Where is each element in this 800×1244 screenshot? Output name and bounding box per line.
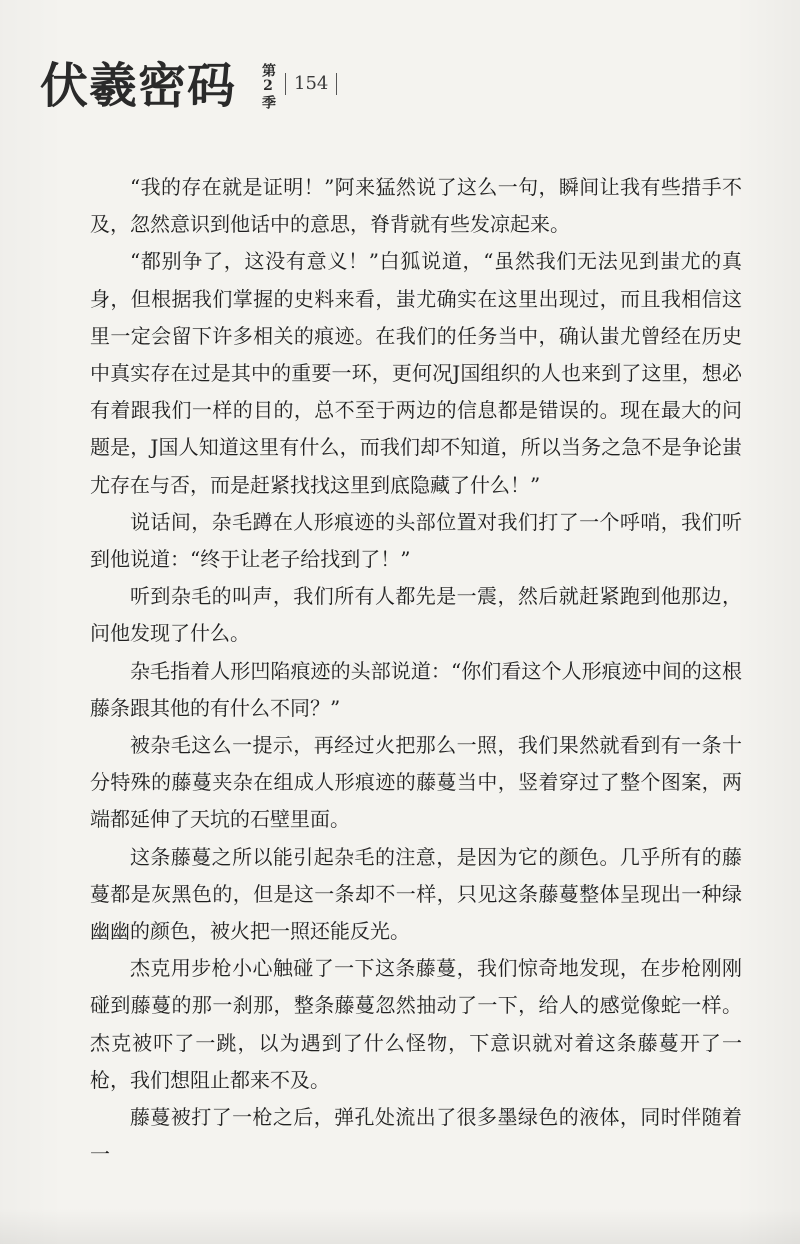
page-number-marker — [285, 73, 337, 95]
book-title: 伏羲密码 — [40, 58, 237, 114]
paragraph: 被杂毛这么一提示，再经过火把那么一照，我们果然就看到有一条十分特殊的藤蔓夹杂在组成人形痕迹的藤蔓当中，竖着穿过了整个图案，两端都延伸了天坑的石壁里面。 — [90, 733, 742, 832]
page-number-left-rule — [285, 73, 286, 95]
paragraph: “都别争了，这没有意义！”白狐说道，“虽然我们无法见到蚩尤的真身，但根据我们掌握的史料来看，蚩尤确实在这里出现过，而且我相信这里一定会留下许多相关的痕迹。在我们的任务当中，确认蚩尤曾经在历史中真实存在过是其中的重要一环，更何况J国组织的人也来到了这里，想必有着跟我们一样的目的，总不至于两边的信息都是错误的。现在最大的问题是，J国人知道这里有什么，而我们却不知道，所以当务之急不是争论蚩尤存在与否，而是赶紧找找这里到底隐藏了什么！” — [90, 249, 742, 497]
page-bottom-shadow — [0, 1208, 800, 1244]
paragraph: 说话间，杂毛蹲在人形痕迹的头部位置对我们打了一个呼哨，我们听到他说道：“终于让老子给找到了！” — [90, 509, 742, 572]
paragraph: 这条藤蔓之所以能引起杂毛的注意，是因为它的颜色。几乎所有的藤蔓都是灰黑色的，但是这一条却不一样，只见这条藤蔓整体呈现出一种绿幽幽的颜色，被火把一照还能反光。 — [90, 844, 742, 944]
running-header — [40, 58, 400, 118]
paragraph: 杰克用步枪小心触碰了一下这条藤蔓，我们惊奇地发现，在步枪刚刚碰到藤蔓的那一刹那，整条藤蔓忽然抽动了一下，给人的感觉像蛇一样。杰克被吓了一跳，以为遇到了什么怪物，下意识就对着这条藤蔓开了一枪，我们想阻止都来不及。 — [90, 956, 742, 1092]
paragraph: 杂毛指着人形凹陷痕迹的头部说道：“你们看这个人形痕迹中间的这根藤条跟其他的有什么不同？” — [90, 658, 742, 720]
body-text — [90, 169, 742, 1173]
page-number: 154 — [294, 73, 329, 94]
page-number-right-rule — [336, 73, 337, 95]
paragraph: “我的存在就是证明！”阿来猛然说了这么一句，瞬间让我有些措手不及，忽然意识到他话中的意思，脊背就有些发凉起来。 — [90, 175, 742, 237]
paragraph: 听到杂毛的叫声，我们所有人都先是一震，然后就赶紧跑到他那边，问他发现了什么。 — [90, 584, 742, 646]
paragraph: 藤蔓被打了一枪之后，弹孔处流出了很多墨绿色的液体，同时伴随着一 — [90, 1105, 742, 1167]
season-label: 第2季 — [260, 63, 276, 110]
